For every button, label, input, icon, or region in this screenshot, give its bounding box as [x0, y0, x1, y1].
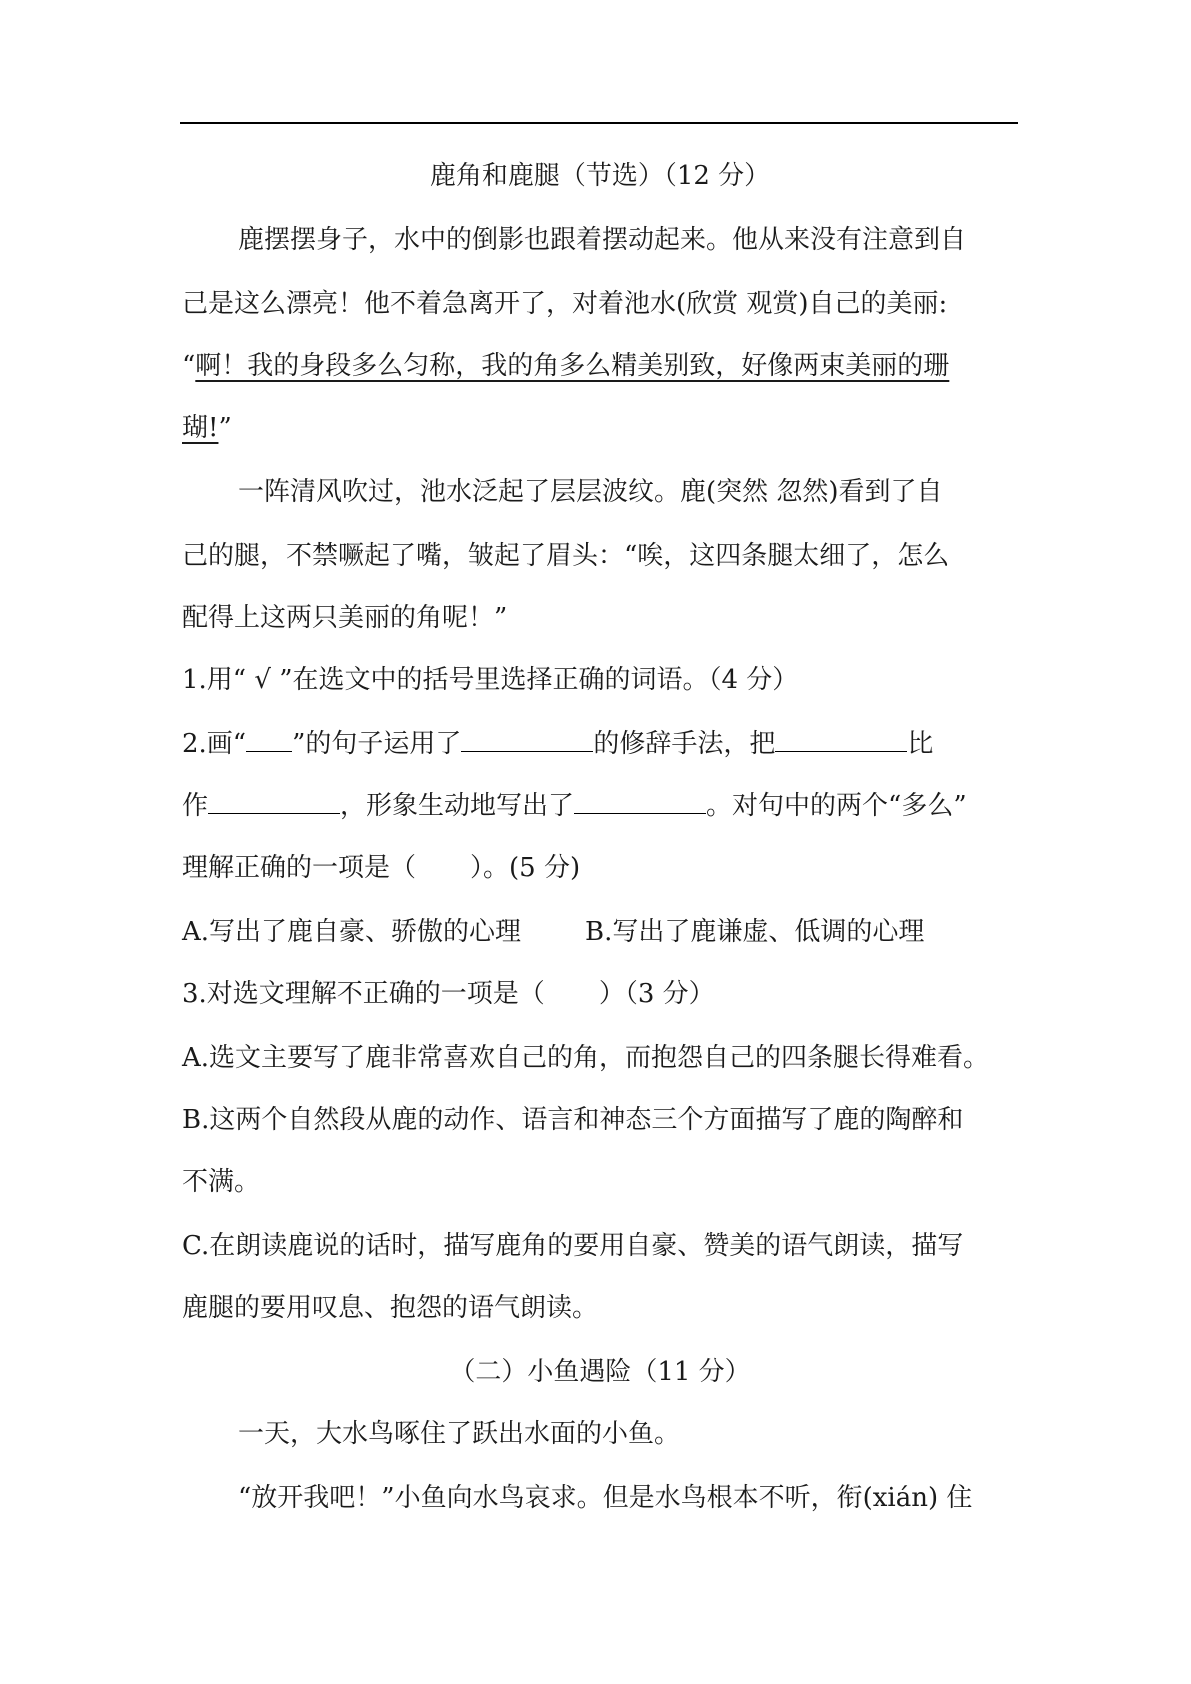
option-b-cont: 不满。: [182, 1167, 261, 1197]
passage-line: 一阵清风吹过，池水泛起了层层波纹。鹿(突然 忽然)看到了自: [238, 477, 943, 507]
question-2-line: 理解正确的一项是（ ）。(5 分): [182, 853, 581, 883]
option-b: B.这两个自然段从鹿的动作、语言和神态三个方面描写了鹿的陶醉和: [182, 1105, 964, 1135]
passage-line: [182, 408, 1022, 448]
option-b: B.写出了鹿谦虚、低调的心理: [585, 917, 925, 947]
underlined-sentence: 啊！我的身段多么匀称，我的角多么精美别致，好像两束美丽的珊: [195, 351, 950, 381]
question-1: 1.用“ √ ”在选文中的括号里选择正确的词语。（4 分）: [182, 665, 799, 695]
option-c-cont: 鹿腿的要用叹息、抱怨的语气朗读。: [182, 1293, 599, 1323]
question-2-line: 2.画“ ”的句子运用了 的修辞手法，把 比: [182, 724, 1022, 764]
passage-line: 己是这么漂亮！他不着急离开了，对着池水(欣赏 观赏)自己的美丽:: [182, 289, 948, 319]
passage-line: 鹿摆摆身子，水中的倒影也跟着摆动起来。他从来没有注意到自: [238, 225, 967, 255]
section-title: （二）小鱼遇险（11 分）: [449, 1357, 751, 1387]
question-3-line: 3.对选文理解不正确的一项是（ ）（3 分）: [182, 979, 715, 1009]
underline-sample: [246, 725, 292, 752]
answer-blank[interactable]: [574, 787, 706, 814]
question-2-line: 作 ，形象生动地写出了 。对句中的两个“多么”: [182, 786, 1022, 826]
answer-blank[interactable]: [208, 787, 340, 814]
passage-line: [182, 346, 1022, 386]
underlined-sentence-end: 瑚!: [182, 413, 219, 443]
option-a: A.选文主要写了鹿非常喜欢自己的角，而抱怨自己的四条腿长得难看。: [182, 1043, 990, 1073]
section-title: 鹿角和鹿腿（节选）（12 分）: [429, 161, 771, 191]
quote-mark: ”: [218, 413, 232, 443]
option-a: A.写出了鹿自豪、骄傲的心理: [182, 917, 522, 947]
passage-line: 一天，大水鸟啄住了跃出水面的小鱼。: [238, 1419, 681, 1449]
option-c: C.在朗读鹿说的话时，描写鹿角的要用自豪、赞美的语气朗读，描写: [182, 1231, 964, 1261]
answer-blank[interactable]: [461, 725, 593, 752]
passage-line: “放开我吧！”小鱼向水鸟哀求。但是水鸟根本不听，衔(xián) 住: [238, 1483, 973, 1513]
passage-line: 己的腿，不禁噘起了嘴，皱起了眉头：“唉，这四条腿太细了，怎么: [182, 541, 950, 571]
question-2-options: [182, 912, 1022, 952]
quote-mark: “: [182, 351, 196, 381]
top-rule: [180, 122, 1018, 124]
passage-line: 配得上这两只美丽的角呢！”: [182, 603, 508, 633]
answer-blank[interactable]: [775, 725, 907, 752]
